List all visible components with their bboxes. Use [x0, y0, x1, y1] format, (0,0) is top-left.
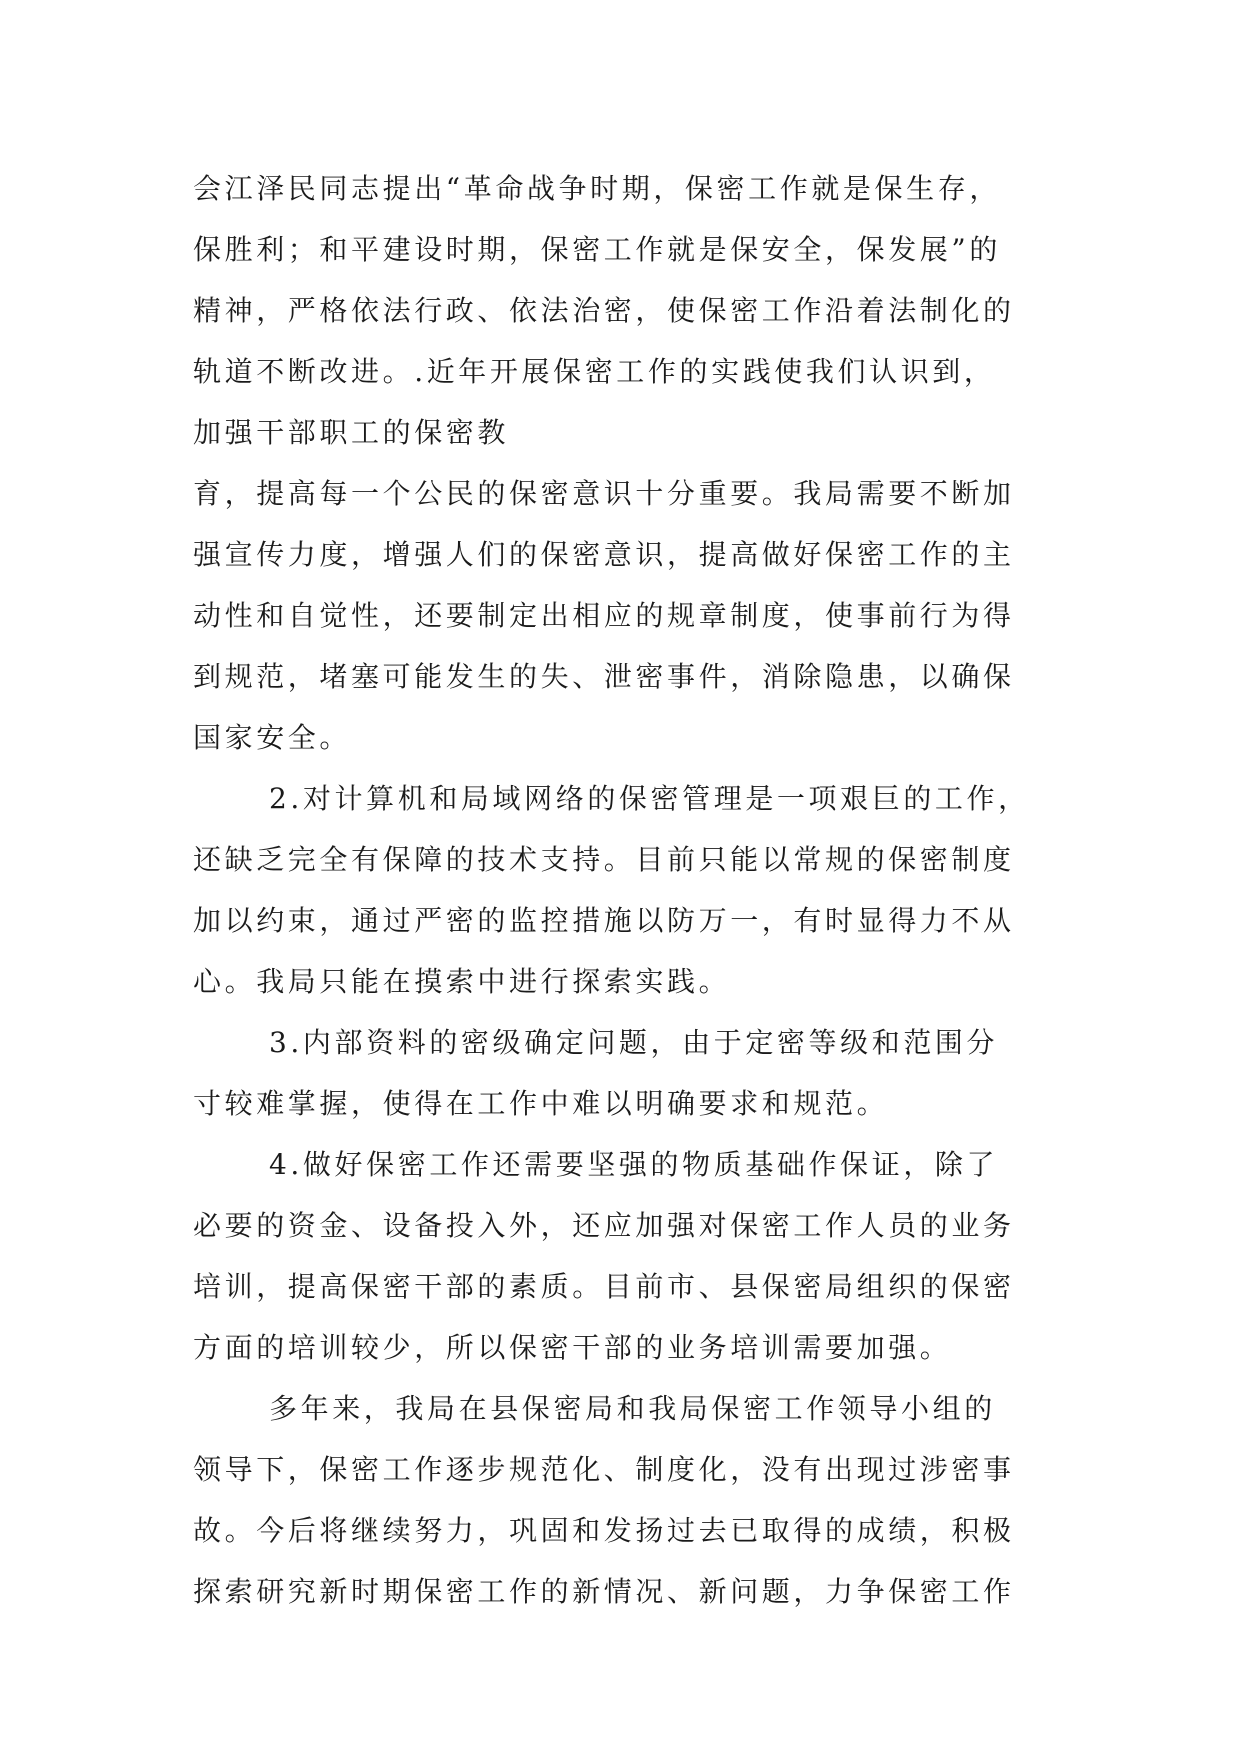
text-line: 还缺乏完全有保障的技术支持。目前只能以常规的保密制度 [193, 843, 1015, 876]
text-line: 领导下，保密工作逐步规范化、制度化，没有出现过涉密事 [193, 1453, 1015, 1486]
text-line: 4.做好保密工作还需要坚强的物质基础作保证，除了 [269, 1148, 999, 1181]
text-line: 寸较难掌握，使得在工作中难以明确要求和规范。 [193, 1087, 889, 1120]
text-line: 故。今后将继续努力，巩固和发扬过去已取得的成绩，积极 [193, 1514, 1015, 1547]
text-line: 动性和自觉性，还要制定出相应的规章制度，使事前行为得 [193, 599, 1015, 632]
text-line: 会江泽民同志提出“革命战争时期，保密工作就是保生存， [193, 172, 1001, 205]
text-line: 培训，提高保密干部的素质。目前市、县保密局组织的保密 [193, 1270, 1015, 1303]
text-line: 方面的培训较少，所以保密干部的业务培训需要加强。 [193, 1331, 952, 1364]
text-line: 探索研究新时期保密工作的新情况、新问题，力争保密工作 [193, 1575, 1015, 1608]
text-line: 轨道不断改进。.近年开展保密工作的实践使我们认识到， [193, 355, 996, 388]
text-line: 加以约束，通过严密的监控措施以防万一，有时显得力不从 [193, 904, 1015, 937]
text-line: 育，提高每一个公民的保密意识十分重要。我局需要不断加 [193, 477, 1015, 510]
text-line: 多年来，我局在县保密局和我局保密工作领导小组的 [269, 1392, 996, 1425]
body-text [193, 158, 1073, 1622]
text-line: 2.对计算机和局域网络的保密管理是一项艰巨的工作， [269, 782, 1030, 815]
text-line: 心。我局只能在摸索中进行探索实践。 [193, 965, 731, 998]
text-line: 必要的资金、设备投入外，还应加强对保密工作人员的业务 [193, 1209, 1015, 1242]
text-line: 到规范，堵塞可能发生的失、泄密事件，消除隐患，以确保 [193, 660, 1015, 693]
text-line: 3.内部资料的密级确定问题，由于定密等级和范围分 [269, 1026, 999, 1059]
text-line: 强宣传力度，增强人们的保密意识，提高做好保密工作的主 [193, 538, 1015, 571]
text-line: 国家安全。 [193, 721, 352, 754]
text-line: 精神，严格依法行政、依法治密，使保密工作沿着法制化的 [193, 294, 1015, 327]
text-line: 加强干部职工的保密教 [193, 416, 510, 449]
text-line: 保胜利；和平建设时期，保密工作就是保安全，保发展”的 [193, 233, 1001, 266]
